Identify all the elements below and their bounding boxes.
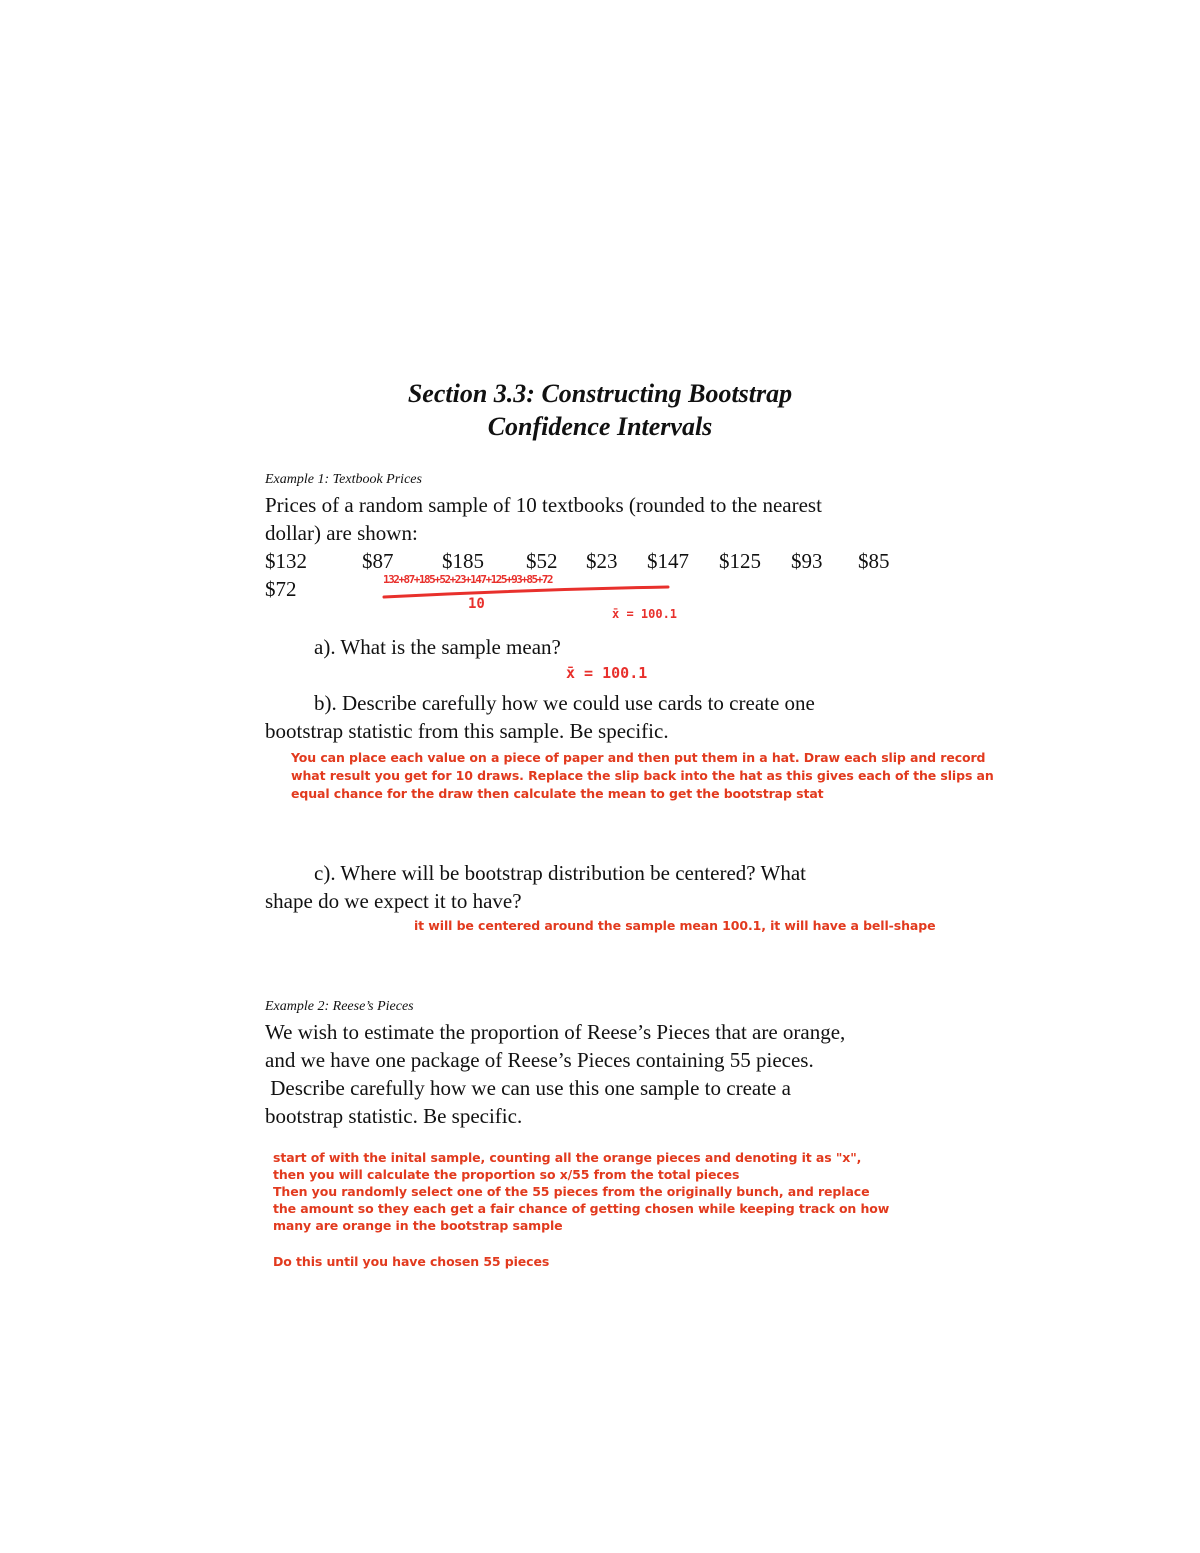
- question-b-line2: bootstrap statistic from this sample. Be specific.: [265, 719, 669, 743]
- answer-2-line5: many are orange in the bootstrap sample: [273, 1218, 563, 1233]
- example1-intro-line2: dollar) are shown:: [265, 521, 418, 545]
- answer-b-line1: You can place each value on a piece of paper and then put them in a hat. Draw each slip and record: [291, 750, 986, 765]
- answer-2-line2: then you will calculate the proportion so x/55 from the total pieces: [273, 1167, 740, 1182]
- price-item: $132: [265, 549, 307, 573]
- answer-c: it will be centered around the sample mean 100.1, it will have a bell-shape: [414, 918, 936, 933]
- handwritten-mean-2: x̄ = 100.1: [566, 664, 648, 682]
- price-item: $125: [719, 549, 761, 573]
- question-b-line1: b). Describe carefully how we could use cards to create one: [314, 691, 815, 715]
- question-c-line2: shape do we expect it to have?: [265, 889, 522, 913]
- answer-b-line3: equal chance for the draw then calculate the mean to get the bootstrap stat: [291, 786, 824, 801]
- page-title-line1: Section 3.3: Constructing Bootstrap: [407, 379, 793, 408]
- answer-2-line6: Do this until you have chosen 55 pieces: [273, 1254, 550, 1269]
- handwritten-divisor: 10: [468, 596, 485, 612]
- price-item: $87: [362, 549, 394, 573]
- answer-2-line1: start of with the inital sample, counting all the orange pieces and denoting it as "x",: [273, 1150, 862, 1165]
- question-a: a). What is the sample mean?: [314, 635, 561, 659]
- answer-b-line2: what result you get for 10 draws. Replace the slip back into the hat as this gives each of the slips an: [291, 768, 994, 783]
- example2-label: Example 2: Reese’s Pieces: [265, 999, 414, 1014]
- handwritten-sum: 132+87+185+52+23+147+125+93+85+72: [383, 573, 553, 586]
- price-item: $85: [858, 549, 890, 573]
- price-item: $52: [526, 549, 558, 573]
- question-c-line1: c). Where will be bootstrap distribution be centered? What: [314, 861, 806, 885]
- example2-text-line1: We wish to estimate the proportion of Reese’s Pieces that are orange,: [265, 1020, 846, 1044]
- example1-intro-line1: Prices of a random sample of 10 textbooks (rounded to the nearest: [265, 493, 822, 517]
- example1-label: Example 1: Textbook Prices: [265, 472, 422, 487]
- answer-2-line3: Then you randomly select one of the 55 pieces from the originally bunch, and replace: [273, 1184, 870, 1199]
- example2-text-line4: bootstrap statistic. Be specific.: [265, 1104, 523, 1128]
- price-item: $93: [791, 549, 823, 573]
- price-item: $147: [647, 549, 689, 573]
- handwritten-mean-1: x̄ = 100.1: [612, 607, 678, 621]
- price-item: $185: [442, 549, 484, 573]
- price-item: $72: [265, 577, 297, 601]
- fraction-bar-stroke: [382, 585, 672, 601]
- answer-2-line4: the amount so they each get a fair chance of getting chosen while keeping track on how: [273, 1201, 890, 1216]
- example2-text-line3: Describe carefully how we can use this one sample to create a: [265, 1076, 791, 1100]
- price-item: $23: [586, 549, 618, 573]
- page-title-line2: Confidence Intervals: [487, 412, 713, 441]
- example2-text-line2: and we have one package of Reese’s Pieces containing 55 pieces.: [265, 1048, 814, 1072]
